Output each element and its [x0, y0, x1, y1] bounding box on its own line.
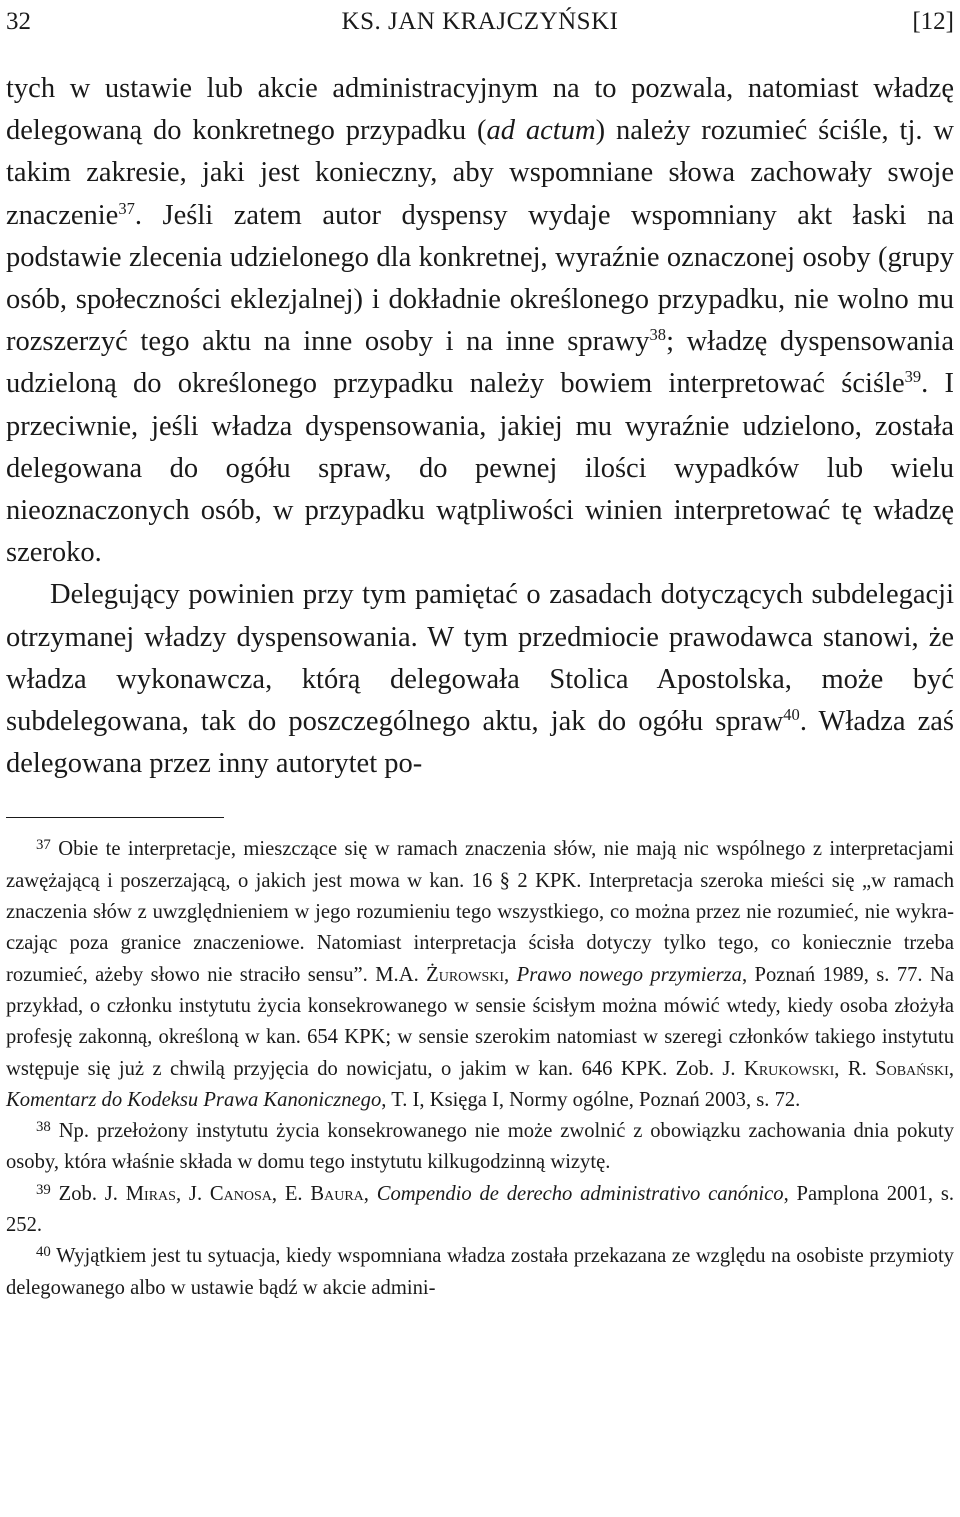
book-title: Komentarz do Kodeksu Prawa Kanonicznego	[6, 1088, 382, 1111]
footnotes	[6, 834, 954, 1303]
footnote-number: 38	[36, 1118, 51, 1135]
text-run: ,	[363, 1182, 377, 1205]
text-run: Delegujący powinien przy tym pamiętać o zasadach dotyczących subdelegacji otrzymanej władzy dyspensowania. W tym przedmiocie prawodawca stanowi, że władza wykonawcza, którą delegowała Stolica Apostolska, może być subdelegowana, tak do poszczególnego aktu, jak do ogółu spraw	[6, 579, 954, 738]
text-run: , J.	[175, 1182, 210, 1205]
author-name: Krukowski	[743, 1057, 835, 1080]
author-name: Baura	[310, 1182, 364, 1205]
paragraph-1	[6, 68, 954, 574]
page-number: 32	[6, 8, 31, 35]
text-run: ; władzę dyspensowania udzieloną do określonego przypadku należy bowiem interpretować ściśle	[6, 326, 954, 400]
text-run: , T. I, Księga I, Normy ogólne, Poznań 2003, s. 72.	[381, 1088, 801, 1111]
author-name: Sobański	[875, 1057, 949, 1080]
section-number: [12]	[912, 8, 954, 35]
text-run: ,	[504, 963, 517, 986]
italic-term: ad actum	[486, 115, 596, 147]
text-run: . Jeśli zatem autor dyspensy wydaje wspomniany akt łaski na podstawie zlecenia udzielonego dla konkretnej, wyraźnie oznaczonej osoby (grupy osób, społeczności eklezjalnej) i dokładnie określonego przypadku, nie wolno mu rozszerzyć tego aktu na inne osoby i na inne sprawy	[6, 199, 954, 358]
footnote-number: 40	[36, 1244, 51, 1261]
footnote-ref-37[interactable]: 37	[118, 198, 135, 218]
text-run: , Pamplona 2001, s. 252.	[6, 1182, 955, 1237]
text-run: . Władza zaś delegowana przez inny autorytet po-	[6, 706, 954, 780]
text-run: Obie te interpretacje, mieszczące się w ramach znaczenia słów, nie mają nic wspólnego z interpretacjami zawężającą i poszerzającą, o jakich jest mowa w kan. 16 § 2 KPK. Interpretacja szeroka mieści się „w ramach znaczenia słów z uwzględnieniem w jego rozumieniu tego wszystkiego, co można przez nie rozumieć, nie wykraczając poza granice znaczeniowe. Natomiast interpretacja ścisła dotyczy tylko tego, co koniecznie trzeba rozumieć, ażeby słowo nie straciło sensu”. M.A.	[6, 838, 954, 986]
text-run: . I przeciwnie, jeśli władza dyspensowania, jakiej mu wyraźnie udzielono, została delegowana do ogółu spraw, do pewnej ilości wypadków lub wielu nieoznaczonych osób, w przypadku wątpliwości winien interpretować tę władzę szeroko.	[6, 368, 954, 569]
document-page	[6, 0, 954, 1304]
main-text	[6, 68, 954, 785]
author-name: Żurowski	[426, 963, 505, 986]
text-run: , Poznań 1989, s. 77. Na przykład, o członku instytutu życia konsekrowanego w sensie ścisłym można mówić wtedy, kiedy osoba złożyła profesję zakonną, określoną w kan. 654 KPK; w sensie szerokim natomiast w szeregi członków takiego instytutu wstępuje się już z chwilą przyjęcia do nowicjatu, o jakim w kan. 646 KPK. Zob. J.	[6, 963, 954, 1080]
footnote-ref-38[interactable]: 38	[649, 324, 667, 344]
footnote-ref-39[interactable]: 39	[904, 367, 922, 387]
footnote-39	[6, 1179, 954, 1242]
footnote-38	[6, 1116, 954, 1179]
author-name: Canosa	[209, 1182, 272, 1205]
book-title: Prawo nowego przymierza	[516, 963, 742, 986]
text-run: ) należy rozumieć ściśle, tj. w takim zakresie, jaki jest konieczny, aby wspomniane słowa zachowały swoje znaczenie	[6, 115, 954, 231]
footnote-40	[6, 1241, 954, 1304]
footnote-ref-40[interactable]: 40	[783, 704, 800, 724]
text-run: Wyjątkiem jest tu sytuacja, kiedy wspomniana władza została przekazana ze względu na osobiste przymioty delegowanego albo w ustawie bądź w akcie admini-	[6, 1245, 954, 1299]
footnote-number: 37	[36, 837, 51, 854]
book-title: Compendio de derecho administrativo canónico	[376, 1182, 784, 1205]
running-title: KS. JAN KRAJCZYŃSKI	[341, 8, 619, 35]
author-name: Miras	[125, 1182, 176, 1205]
text-run: ,	[948, 1057, 954, 1080]
footnote-separator	[6, 817, 224, 818]
text-run: Np. przełożony instytutu życia konsekrowanego nie może zwolnić z obowiązku zachowania dnia pokuty osoby, która właśnie składa w domu tego instytutu kilkugodzinną wizytę.	[6, 1120, 954, 1174]
text-run: , E.	[271, 1182, 311, 1205]
footnote-number: 39	[36, 1181, 51, 1198]
text-run: Zob. J.	[58, 1182, 126, 1205]
text-run: tych w ustawie lub akcie administracyjnym na to pozwala, natomiast władzę delegowaną do konkretnego przypadku (	[6, 73, 954, 147]
paragraph-2	[6, 574, 954, 785]
page-header	[6, 2, 954, 46]
footnote-37	[6, 834, 954, 1116]
text-run: , R.	[834, 1057, 876, 1080]
